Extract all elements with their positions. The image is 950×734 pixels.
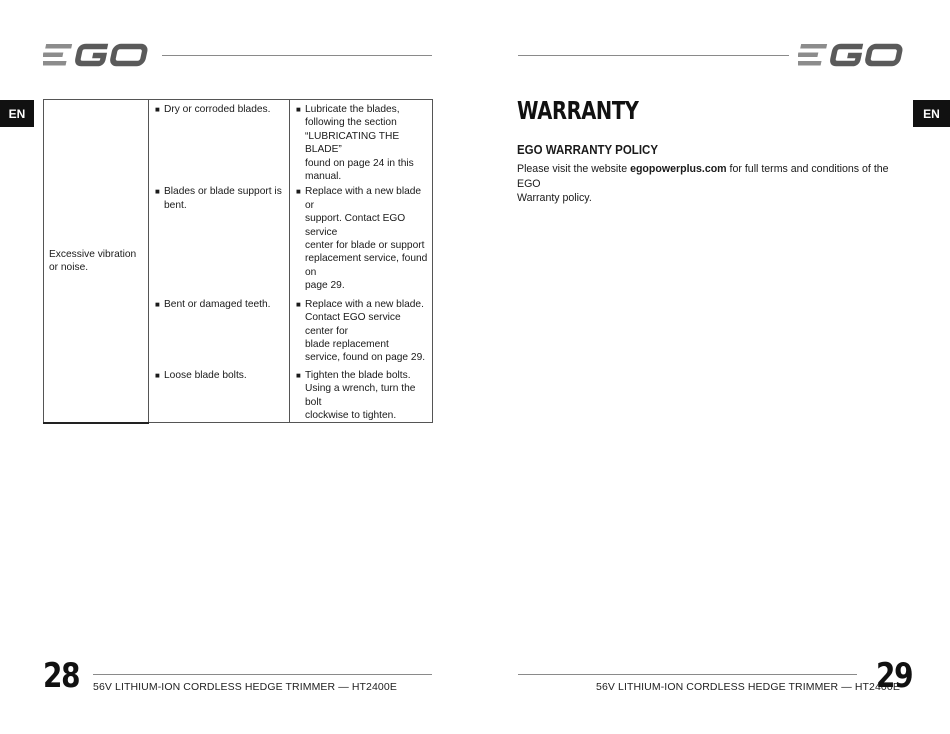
cause-cell [149,365,290,423]
bullet-icon: ■ [296,370,301,380]
language-badge-right: EN [913,100,950,127]
solution-text: Lubricate the blades, following the section “LUBRICATING THE BLADE” found on page 24 in this manual. [305,104,414,183]
footer-rule-left [93,674,432,675]
cause-text: Dry or corroded blades. [164,104,271,115]
solution-cell [290,365,433,423]
solution-text: Replace with a new blade. Contact EGO service center for blade replacement service, found on page 29. [305,298,426,364]
table-row [44,100,433,184]
bullet-icon: ■ [155,299,160,309]
bullet-icon: ■ [296,105,301,114]
solution-text: Tighten the blade bolts. Using a wrench, turn the bolt clockwise to tighten. [305,369,416,421]
bullet-icon: ■ [155,105,160,114]
footer-rule-right [518,674,857,675]
cause-text: Bent or damaged teeth. [164,298,271,310]
header-rule-right [518,55,789,56]
page-number-left: 28 [43,656,80,696]
page-number-right: 29 [876,656,913,696]
website-link[interactable]: egopowerplus.com [630,163,727,175]
bullet-icon: ■ [155,370,160,380]
troubleshooting-table [43,99,433,424]
ego-logo-icon [43,40,151,70]
bullet-icon: ■ [296,187,301,197]
solution-cell [290,100,433,184]
footer-text-right: 56V LITHIUM-ION CORDLESS HEDGE TRIMMER — HT2400E [596,681,900,693]
warranty-body [517,162,902,206]
problem-cell [44,100,149,423]
section-subheading: EGO WARRANTY POLICY [517,143,659,157]
bullet-icon: ■ [296,299,301,309]
body-prefix: Please visit the website [517,163,631,175]
ego-logo-left [43,40,151,70]
cause-text: Blades or blade support is bent. [164,186,282,211]
bullet-icon: ■ [155,187,160,197]
problem-text: Excessive vibration or noise. [49,248,137,273]
header-rule-left [162,55,432,56]
cause-cell [149,183,290,292]
cause-cell [149,100,290,184]
footer-text-left: 56V LITHIUM-ION CORDLESS HEDGE TRIMMER — HT2400E [93,681,397,693]
solution-cell [290,293,433,365]
body-suffix: for full terms and conditions of the EGO Warranty policy. [517,163,889,204]
cause-cell [149,293,290,365]
page-title: WARRANTY [517,96,639,125]
solution-text: Replace with a new blade or support. Contact EGO service center for blade or support replacement service, found on page 29. [305,186,428,292]
cause-text: Loose blade bolts. [164,369,247,381]
ego-logo-right [798,40,906,70]
language-badge-left: EN [0,100,34,127]
solution-cell [290,183,433,292]
ego-logo-icon [798,40,906,70]
